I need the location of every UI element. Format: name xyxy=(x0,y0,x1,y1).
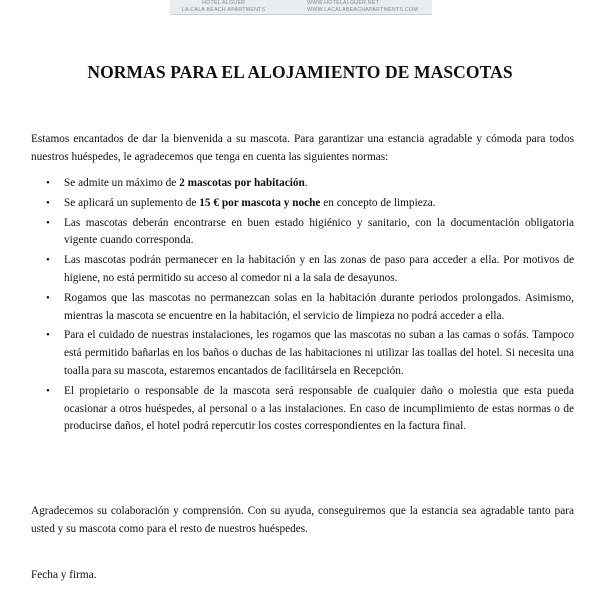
bullet: • xyxy=(46,196,50,209)
letterhead-website-apartments[interactable]: WWW.LACALABEACHAPARTMENTS.COM xyxy=(307,6,418,13)
rule-text: Se admite un máximo de xyxy=(64,177,180,189)
list-item xyxy=(31,252,574,288)
list-item xyxy=(31,290,574,326)
list-item xyxy=(31,215,574,251)
rule-text: Se aplicará un suplemento de xyxy=(64,196,200,209)
bullet: • xyxy=(46,384,50,397)
bullet: • xyxy=(46,291,50,304)
rule-text: Las mascotas podrán permanecer en la habitación y en las zonas de paso para acceder a ella. Por motivos de higiene, no está permitido su acceso al comedor ni a la sala de desayunos. xyxy=(64,254,574,284)
rule-text: Rogamos que las mascotas no permanezcan solas en la habitación durante periodos prolongados. Asimismo, mientras la mascota se encuentre en la habitación, el servicio de limpieza no podrá acceder a ella. xyxy=(64,291,574,322)
bullet: • xyxy=(46,329,50,342)
rule-text: Para el cuidado de nuestras instalaciones, les rogamos que las mascotas no suban a las camas o sofás. Tampoco está permitido bañarlas en los baños o duchas de las habitaciones ni utilizar las toallas del hotel. Si necesita una toalla para su mascota, estaremos encantados de facilitársela en Recepción. xyxy=(64,329,574,377)
letterhead-websites xyxy=(307,0,418,13)
intro-text: Estamos encantados de dar la bienvenida a su mascota. Para garantizar una estancia agradable y cómoda para todos nuestros huéspedes, le agradecemos que tenga en cuenta las siguientes normas: xyxy=(31,133,574,163)
letterhead-apartments-name: LA CALA BEACH APARTMENTS xyxy=(182,6,266,13)
rule-text: El propietario o responsable de la mascota será responsable de cualquier daño o molestia que esta pueda ocasionar a otros huéspedes, al personal o a las instalaciones. En caso de incumplimiento de estas normas o de producirse daños, el hotel podrá repercutir los costes correspondientes en la factura final. xyxy=(64,384,574,433)
bullet: • xyxy=(46,216,50,229)
rule-text-tail: en concepto de limpieza. xyxy=(320,196,436,209)
letterhead-website-hotel[interactable]: WWW.HOTELALGUER.NET xyxy=(307,0,380,6)
list-item xyxy=(31,175,574,193)
document-title: NORMAS PARA EL ALOJAMIENTO DE MASCOTAS xyxy=(87,62,513,82)
closing-paragraph: Agradecemos su colaboración y comprensión. Con su ayuda, conseguiremos que la estancia sea agradable tanto para usted y su mascota como para el resto de nuestros huéspedes. xyxy=(31,505,574,535)
intro-paragraph xyxy=(31,131,574,167)
signature-label: Fecha y firma. xyxy=(31,569,97,581)
rule-text-tail: . xyxy=(304,177,308,189)
list-item xyxy=(31,383,574,436)
letterhead-hotel-name: HOTEL ALGUER xyxy=(202,0,246,6)
bullet: • xyxy=(46,254,50,267)
letterhead-banner xyxy=(170,0,432,15)
rule-text: Las mascotas deberán encontrarse en buen estado higiénico y sanitario, con la documentación obligatoria vigente cuando corresponda. xyxy=(64,216,574,247)
list-item xyxy=(31,195,574,213)
rule-emphasis: 15 € por mascota y noche xyxy=(199,196,321,209)
rule-emphasis: 2 mascotas por habitación xyxy=(179,177,305,189)
letterhead-hotel-names xyxy=(182,0,265,13)
list-item xyxy=(31,327,574,380)
bullet: • xyxy=(46,177,50,189)
rules-list xyxy=(31,175,574,438)
